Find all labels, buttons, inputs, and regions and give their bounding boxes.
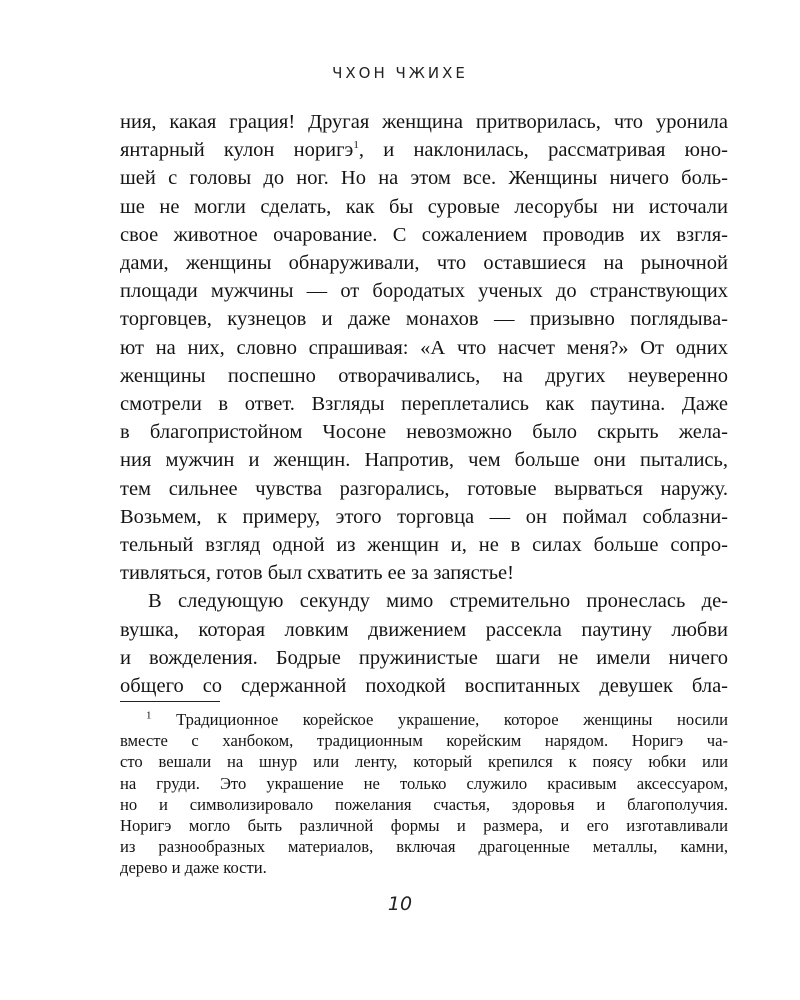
text-line: ше не могли сделать, как бы суровые лесорубы ни источали (120, 195, 728, 218)
text-line (120, 136, 728, 164)
text-line: смотрели в ответ. Взгляды переплетались как паутина. Даже (120, 393, 728, 416)
text-line: площади мужчины — от бородатых ученых до странствующих (120, 280, 728, 303)
text-line: общего со сдержанной походкой воспитанных девушек бла- (120, 675, 728, 698)
text-line: ют на них, словно спрашивая: «А что насчет меня?» От одних (120, 336, 728, 359)
footnote-line (120, 709, 728, 730)
footnote-reference: 1 (353, 139, 359, 152)
footnote-line: дерево и даже кости. (120, 858, 267, 878)
text-line: ния, какая грация! Другая женщина притворилась, что уронила (120, 111, 728, 133)
text-line-part: янтарный кулон норигэ (120, 139, 354, 162)
text-line: ния мужчин и женщин. Напротив, чем больше они пытались, (120, 449, 728, 472)
footnote-line: вместе с ханбоком, традиционным корейским нарядом. Норигэ ча- (120, 731, 728, 751)
text-line: тельный взгляд одной из женщин и, не в силах больше сопро- (120, 534, 728, 557)
text-line: тем сильнее чувства разгорались, готовые вырваться наружу. (120, 477, 728, 500)
text-line: торговцев, кузнецов и даже монахов — призывно поглядыва- (120, 308, 728, 331)
text-line: вушка, которая ловким движением рассекла паутину любви (120, 618, 728, 641)
footnote-divider (120, 701, 220, 702)
footnote-line: сто вешали на шнур или ленту, который крепился к поясу юбки или (120, 752, 728, 772)
footnote-line: на груди. Это украшение не только служило красивым аксессуаром, (120, 773, 728, 793)
text-line: шей с головы до ног. Но на этом все. Женщины ничего боль- (120, 167, 728, 190)
footnote-line: Норигэ могло быть различной формы и размера, и его изготавливали (120, 816, 728, 836)
text-line: и вожделения. Бодрые пружинистые шаги не имели ничего (120, 646, 728, 669)
text-line: свое животное очарование. С сожалением проводив их взгля- (120, 223, 728, 246)
running-title: ЧХОН ЧЖИХЕ (332, 64, 468, 82)
text-line-part: , и наклонилась, рассматривая юно- (358, 139, 729, 162)
footnote-line-text: Традиционное корейское украшение, которое женщины носили (151, 710, 728, 729)
text-line: тивляться, готов был схватить ее за запястье! (120, 562, 514, 585)
footnote-marker: 1 (146, 709, 152, 722)
text-line: в благопристойном Чосоне невозможно было скрыть жела- (120, 421, 728, 444)
footnote (120, 709, 728, 879)
page-number: 10 (387, 893, 413, 915)
text-line: В следующую секунду мимо стремительно пронеслась де- (148, 590, 728, 613)
text-line: женщины поспешно отворачивались, на других неуверенно (120, 364, 728, 387)
main-text (120, 108, 728, 700)
text-line: Возьмем, к примеру, этого торговца — он поймал соблазни- (120, 505, 728, 528)
text-line: дами, женщины обнаруживали, что оставшиеся на рыночной (120, 252, 728, 275)
footnote-line: из разнообразных материалов, включая драгоценные металлы, камни, (120, 837, 728, 857)
footnote-line: но и символизировало пожелания счастья, здоровья и благополучия. (120, 794, 728, 814)
